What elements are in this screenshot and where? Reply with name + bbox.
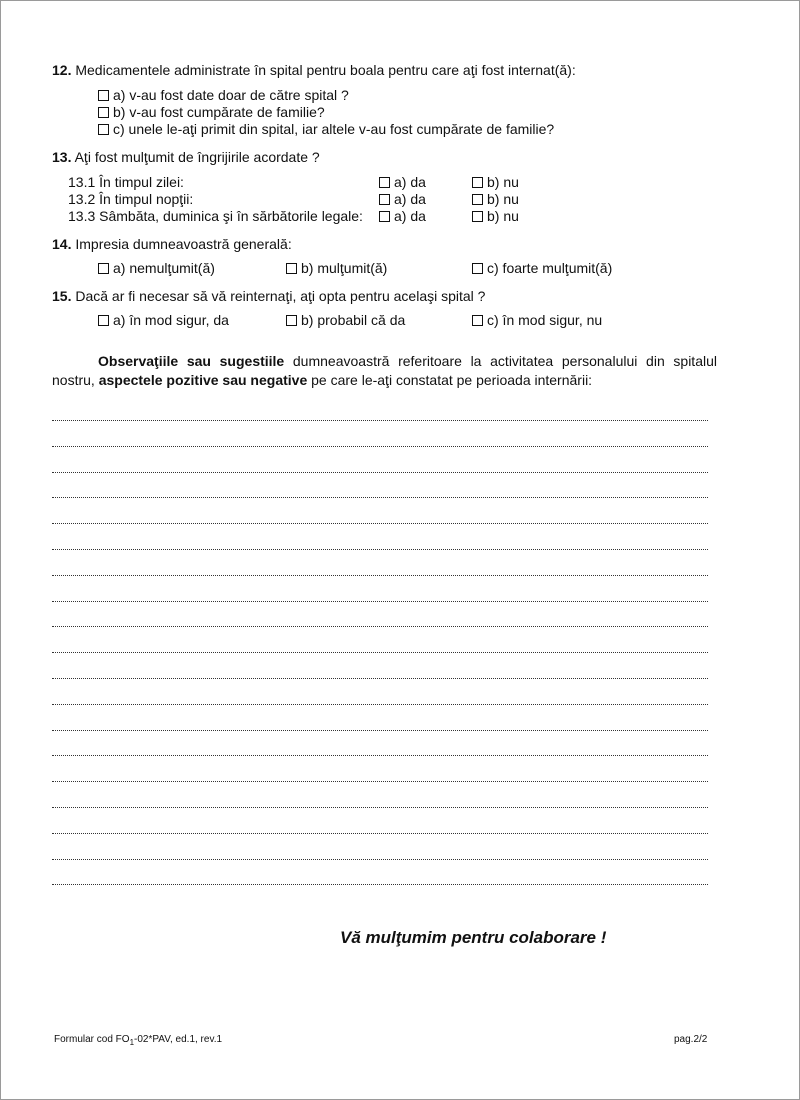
- checkbox[interactable]: [472, 315, 483, 326]
- question-number: 15.: [52, 288, 72, 304]
- q14-option-a[interactable]: [98, 260, 215, 277]
- checkbox[interactable]: [286, 263, 297, 274]
- answer-line[interactable]: [52, 472, 708, 473]
- form-code-suffix: -02*PAV, ed.1, rev.1: [134, 1034, 223, 1045]
- observations-text-1: dumneavoastră referitoare la activitatea personalului din spitalul nostru,: [52, 353, 717, 388]
- observations-bold-2: aspectele pozitive sau negative: [98, 372, 308, 388]
- answer-line[interactable]: [52, 420, 708, 421]
- checkbox[interactable]: [472, 177, 483, 188]
- q13-1-option-no[interactable]: [472, 174, 519, 191]
- q15-option-b[interactable]: [286, 312, 405, 329]
- question-number: 12.: [52, 62, 72, 78]
- option-label: b) nu: [487, 191, 519, 207]
- answer-line[interactable]: [52, 446, 708, 447]
- thank-you-message: Vă mulţumim pentru colaborare !: [340, 928, 607, 947]
- form-code-subscript: 1: [129, 1038, 135, 1047]
- form-code-prefix: Formular cod FO: [54, 1034, 130, 1045]
- question-15: [52, 287, 485, 305]
- option-label: c) în mod sigur, nu: [487, 312, 603, 328]
- option-label: a) da: [394, 191, 426, 207]
- option-label: b) nu: [487, 208, 519, 224]
- answer-line[interactable]: [52, 523, 708, 524]
- q12-option-c[interactable]: [98, 121, 554, 138]
- q12-option-a[interactable]: [98, 87, 349, 104]
- q15-option-a[interactable]: [98, 312, 229, 329]
- q13-1-option-yes[interactable]: [379, 174, 426, 191]
- option-label: a) da: [394, 208, 426, 224]
- option-label: c) unele le-aţi primit din spital, iar altele v-au fost cumpărate de familie?: [113, 121, 555, 137]
- answer-line[interactable]: [52, 652, 708, 653]
- q14-option-b[interactable]: [286, 260, 387, 277]
- option-label: a) în mod sigur, da: [113, 312, 229, 328]
- q13-2-option-yes[interactable]: [379, 191, 426, 208]
- checkbox[interactable]: [98, 107, 109, 118]
- option-label: c) foarte mulţumit(ă): [487, 260, 613, 276]
- answer-line[interactable]: [52, 781, 708, 782]
- q13-2-option-no[interactable]: [472, 191, 519, 208]
- option-label: b) nu: [487, 174, 519, 190]
- answer-line[interactable]: [52, 755, 708, 756]
- checkbox[interactable]: [98, 315, 109, 326]
- checkbox[interactable]: [98, 124, 109, 135]
- answer-line[interactable]: [52, 601, 708, 602]
- checkbox[interactable]: [98, 263, 109, 274]
- q15-option-c[interactable]: [472, 312, 602, 329]
- answer-line[interactable]: [52, 807, 708, 808]
- q14-option-c[interactable]: [472, 260, 612, 277]
- q13-3-option-yes[interactable]: [379, 208, 426, 225]
- answer-line[interactable]: [52, 730, 708, 731]
- answer-line[interactable]: [52, 549, 708, 550]
- checkbox[interactable]: [472, 211, 483, 222]
- option-label: b) mulţumit(ă): [301, 260, 388, 276]
- form-code: [54, 1034, 222, 1047]
- checkbox[interactable]: [472, 263, 483, 274]
- option-label: a) v-au fost date doar de către spital ?: [113, 87, 349, 103]
- option-label: a) da: [394, 174, 426, 190]
- question-text: Dacă ar fi necesar să vă reinternaţi, aţi opta pentru acelaşi spital ?: [75, 288, 486, 304]
- observations-text-2: pe care le-aţi constatat pe perioada internării:: [307, 372, 593, 388]
- checkbox[interactable]: [379, 194, 390, 205]
- q13-row-label: 13.1 În timpul zilei:: [68, 174, 184, 190]
- answer-line[interactable]: [52, 833, 708, 834]
- question-text: Aţi fost mulţumit de îngrijirile acordate ?: [74, 149, 320, 165]
- answer-line[interactable]: [52, 704, 708, 705]
- checkbox[interactable]: [379, 211, 390, 222]
- q13-3-option-no[interactable]: [472, 208, 519, 225]
- q13-row-label: 13.3 Sâmbăta, duminica şi în sărbătorile legale:: [68, 208, 363, 224]
- checkbox[interactable]: [286, 315, 297, 326]
- option-label: a) nemulţumit(ă): [113, 260, 215, 276]
- q12-option-b[interactable]: [98, 104, 325, 121]
- q13-row-label: 13.2 În timpul nopţii:: [68, 191, 194, 207]
- question-13: [52, 148, 320, 166]
- answer-line[interactable]: [52, 678, 708, 679]
- answer-line[interactable]: [52, 884, 708, 885]
- question-text: Impresia dumneavoastră generală:: [75, 236, 292, 252]
- option-label: b) probabil că da: [301, 312, 406, 328]
- question-number: 13.: [52, 149, 72, 165]
- checkbox[interactable]: [472, 194, 483, 205]
- question-12: [52, 61, 576, 79]
- checkbox[interactable]: [379, 177, 390, 188]
- option-label: b) v-au fost cumpărate de familie?: [113, 104, 325, 120]
- question-14: [52, 235, 292, 253]
- answer-line[interactable]: [52, 575, 708, 576]
- answer-line[interactable]: [52, 626, 708, 627]
- answer-line[interactable]: [52, 497, 708, 498]
- observations-prompt: [52, 352, 717, 390]
- answer-line[interactable]: [52, 859, 708, 860]
- question-number: 14.: [52, 236, 72, 252]
- question-text: Medicamentele administrate în spital pentru boala pentru care aţi fost internat(ă):: [75, 62, 576, 78]
- page-number: pag.2/2: [674, 1034, 708, 1045]
- checkbox[interactable]: [98, 90, 109, 101]
- observations-bold-1: Observaţiile sau sugestiile: [98, 353, 285, 369]
